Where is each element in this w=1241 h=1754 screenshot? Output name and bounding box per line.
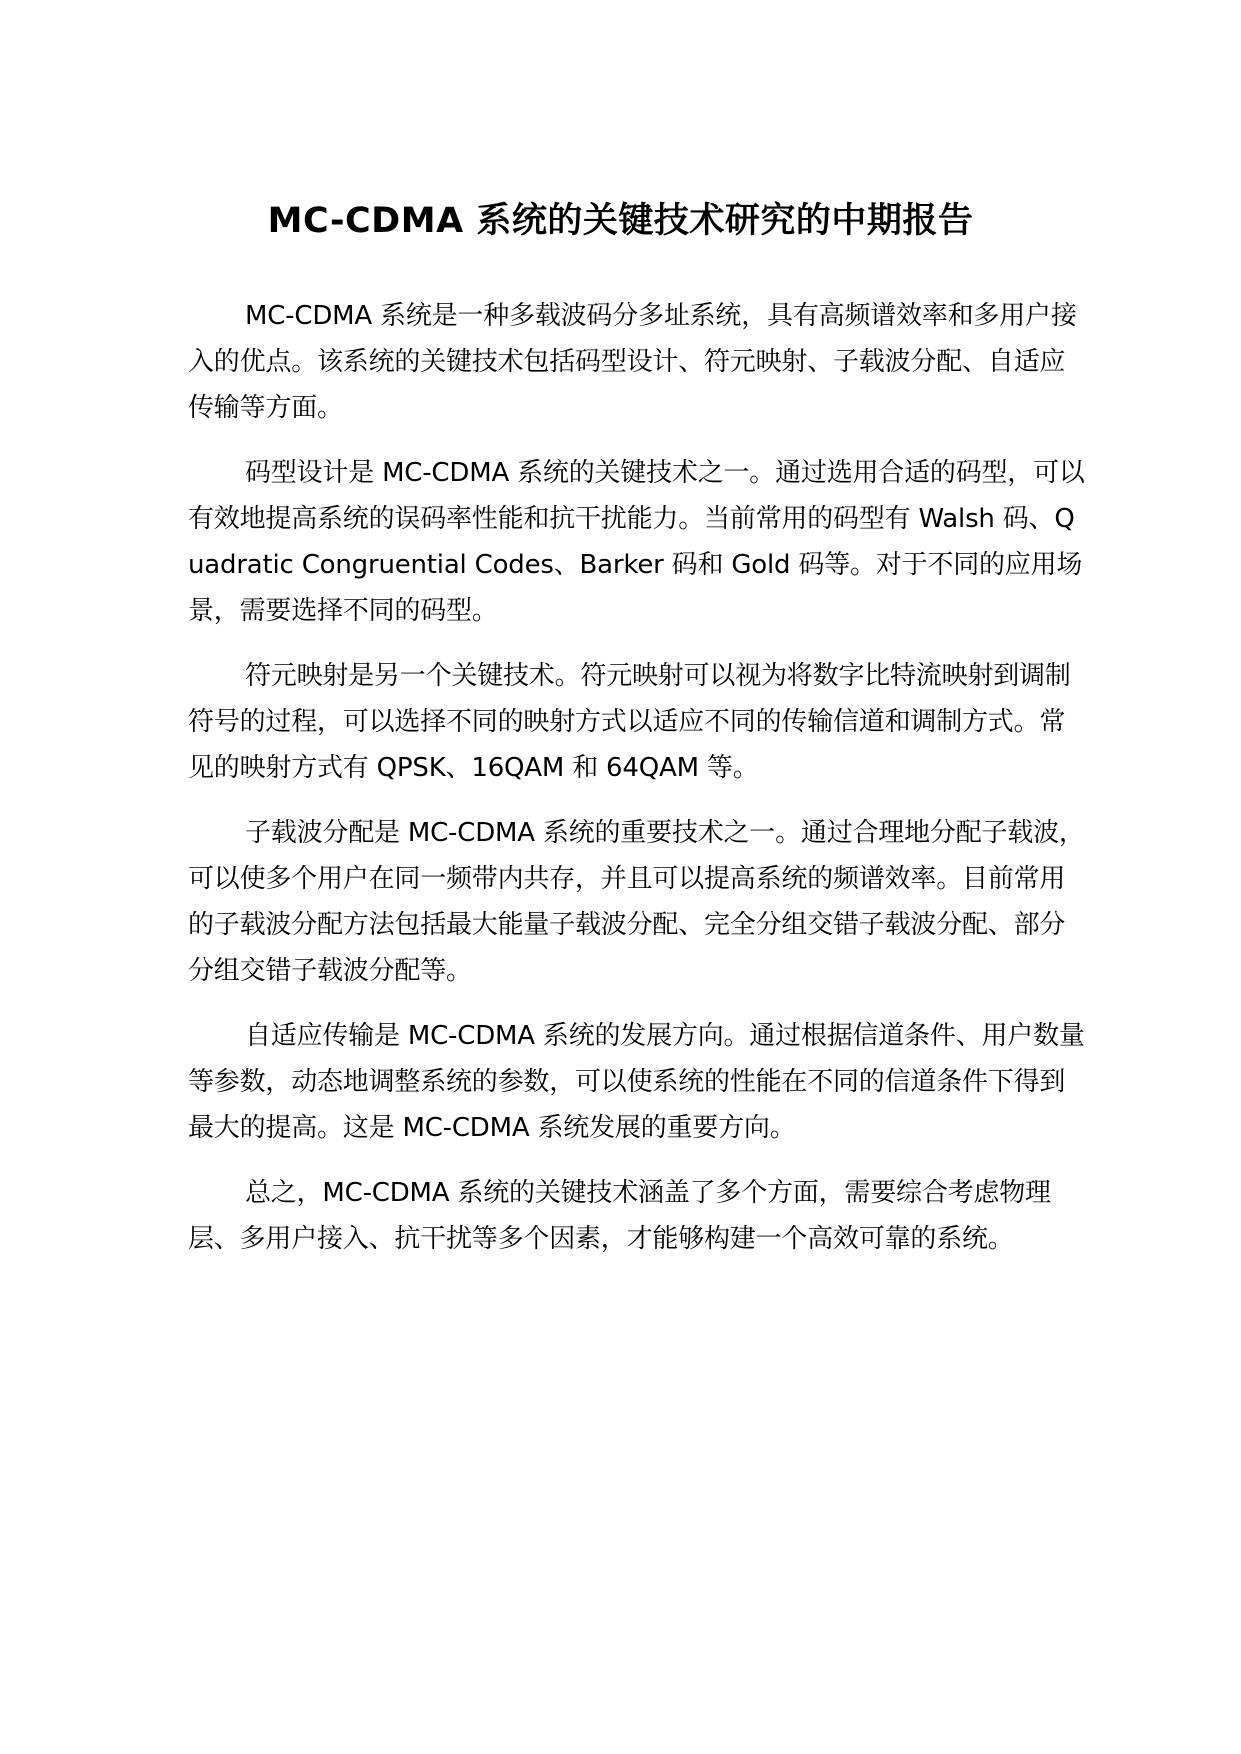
document-body — [188, 293, 1088, 1262]
paragraph-intro: MC-CDMA 系统是一种多载波码分多址系统，具有高频谱效率和多用户接入的优点。该系统的关键技术包括码型设计、符元映射、子载波分配、自适应传输等方面。 — [188, 301, 1077, 423]
document-title: MC-CDMA 系统的关键技术研究的中期报告 — [267, 201, 974, 242]
paragraph-subcarrier-allocation: 子载波分配是 MC-CDMA 系统的重要技术之一。通过合理地分配子载波，可以使多个用户在同一频带内共存，并且可以提高系统的频谱效率。目前常用的子载波分配方法包括最大能量子载波分配、完全分组交错子载波分配、部分分组交错子载波分配等。 — [188, 818, 1085, 986]
paragraph-conclusion: 总之，MC-CDMA 系统的关键技术涵盖了多个方面，需要综合考虑物理层、多用户接入、抗干扰等多个因素，才能够构建一个高效可靠的系统。 — [188, 1178, 1051, 1254]
paragraph-adaptive-transmission: 自适应传输是 MC-CDMA 系统的发展方向。通过根据信道条件、用户数量等参数，动态地调整系统的参数，可以使系统的性能在不同的信道条件下得到最大的提高。这是 MC-CDMA 系统发展的重要方向。 — [188, 1021, 1085, 1143]
paragraph-code-design: 码型设计是 MC-CDMA 系统的关键技术之一。通过选用合适的码型，可以有效地提高系统的误码率性能和抗干扰能力。当前常用的码型有 Walsh 码、Quadratic Congruential Codes、Barker 码和 Gold 码等。对于不同的应用场景，需要选择不同的码型。 — [188, 458, 1085, 626]
paragraph-symbol-mapping: 符元映射是另一个关键技术。符元映射可以视为将数字比特流映射到调制符号的过程，可以选择不同的映射方式以适应不同的传输信道和调制方式。常见的映射方式有 QPSK、16QAM 和 64QAM 等。 — [188, 661, 1071, 783]
